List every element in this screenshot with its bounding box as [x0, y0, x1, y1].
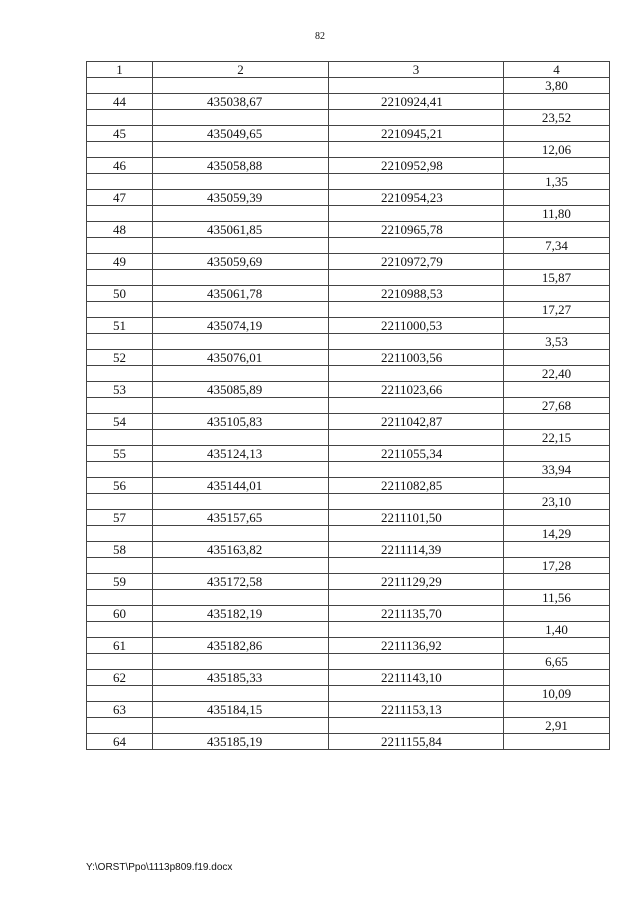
y-coordinate-cell: [329, 238, 504, 254]
x-coordinate-cell: 435038,67: [153, 94, 329, 110]
x-coordinate-cell: [153, 206, 329, 222]
table-row: [87, 542, 610, 558]
table-row: [87, 670, 610, 686]
distance-cell: 10,09: [504, 686, 610, 702]
distance-cell: [504, 254, 610, 270]
point-number-cell: [87, 78, 153, 94]
distance-cell: [504, 286, 610, 302]
x-coordinate-cell: 435059,39: [153, 190, 329, 206]
table-row: [87, 494, 610, 510]
point-number-cell: 64: [87, 734, 153, 750]
distance-cell: 1,35: [504, 174, 610, 190]
x-coordinate-cell: [153, 462, 329, 478]
x-coordinate-cell: 435182,19: [153, 606, 329, 622]
y-coordinate-cell: 2211000,53: [329, 318, 504, 334]
y-coordinate-cell: [329, 366, 504, 382]
distance-cell: 15,87: [504, 270, 610, 286]
y-coordinate-cell: 2210988,53: [329, 286, 504, 302]
y-coordinate-cell: 2210924,41: [329, 94, 504, 110]
point-number-cell: [87, 526, 153, 542]
point-number-cell: 51: [87, 318, 153, 334]
point-number-cell: 55: [87, 446, 153, 462]
point-number-cell: 60: [87, 606, 153, 622]
y-coordinate-cell: 2211003,56: [329, 350, 504, 366]
table-row: [87, 78, 610, 94]
table-row: [87, 638, 610, 654]
table-row: [87, 350, 610, 366]
header-col-4: 4: [504, 62, 610, 78]
distance-cell: 7,34: [504, 238, 610, 254]
table-row: [87, 302, 610, 318]
y-coordinate-cell: [329, 302, 504, 318]
table-row: [87, 462, 610, 478]
x-coordinate-cell: [153, 526, 329, 542]
x-coordinate-cell: [153, 302, 329, 318]
y-coordinate-cell: [329, 590, 504, 606]
table-row: [87, 414, 610, 430]
x-coordinate-cell: 435185,33: [153, 670, 329, 686]
distance-cell: 3,53: [504, 334, 610, 350]
header-col-3: 3: [329, 62, 504, 78]
table-row: [87, 558, 610, 574]
x-coordinate-cell: [153, 174, 329, 190]
footer-file-path: Y:\ORST\Ppo\1113p809.f19.docx: [86, 862, 233, 873]
table-row: [87, 222, 610, 238]
table-row: [87, 446, 610, 462]
y-coordinate-cell: 2210952,98: [329, 158, 504, 174]
y-coordinate-cell: 2211153,13: [329, 702, 504, 718]
y-coordinate-cell: [329, 334, 504, 350]
point-number-cell: 61: [87, 638, 153, 654]
distance-cell: [504, 94, 610, 110]
distance-cell: 17,27: [504, 302, 610, 318]
point-number-cell: [87, 590, 153, 606]
y-coordinate-cell: [329, 270, 504, 286]
x-coordinate-cell: 435124,13: [153, 446, 329, 462]
point-number-cell: 52: [87, 350, 153, 366]
table-row: [87, 142, 610, 158]
table-row: [87, 334, 610, 350]
table-row: [87, 718, 610, 734]
y-coordinate-cell: 2210954,23: [329, 190, 504, 206]
point-number-cell: 50: [87, 286, 153, 302]
point-number-cell: [87, 622, 153, 638]
table-row: [87, 206, 610, 222]
y-coordinate-cell: [329, 462, 504, 478]
x-coordinate-cell: 435144,01: [153, 478, 329, 494]
point-number-cell: 62: [87, 670, 153, 686]
distance-cell: [504, 606, 610, 622]
y-coordinate-cell: [329, 206, 504, 222]
page-number: 82: [315, 31, 325, 42]
distance-cell: 11,56: [504, 590, 610, 606]
distance-cell: 23,52: [504, 110, 610, 126]
x-coordinate-cell: 435157,65: [153, 510, 329, 526]
point-number-cell: 63: [87, 702, 153, 718]
table-row: [87, 398, 610, 414]
x-coordinate-cell: [153, 270, 329, 286]
distance-cell: [504, 670, 610, 686]
x-coordinate-cell: 435076,01: [153, 350, 329, 366]
x-coordinate-cell: [153, 78, 329, 94]
y-coordinate-cell: 2211023,66: [329, 382, 504, 398]
distance-cell: 12,06: [504, 142, 610, 158]
table-row: [87, 430, 610, 446]
y-coordinate-cell: 2211135,70: [329, 606, 504, 622]
table-row: [87, 622, 610, 638]
x-coordinate-cell: 435163,82: [153, 542, 329, 558]
x-coordinate-cell: 435074,19: [153, 318, 329, 334]
x-coordinate-cell: 435061,85: [153, 222, 329, 238]
y-coordinate-cell: [329, 622, 504, 638]
distance-cell: [504, 734, 610, 750]
distance-cell: [504, 478, 610, 494]
y-coordinate-cell: [329, 174, 504, 190]
distance-cell: [504, 446, 610, 462]
x-coordinate-cell: [153, 494, 329, 510]
x-coordinate-cell: [153, 142, 329, 158]
table-row: [87, 606, 610, 622]
point-number-cell: [87, 270, 153, 286]
point-number-cell: [87, 558, 153, 574]
point-number-cell: [87, 206, 153, 222]
y-coordinate-cell: 2211129,29: [329, 574, 504, 590]
distance-cell: [504, 158, 610, 174]
x-coordinate-cell: 435172,58: [153, 574, 329, 590]
x-coordinate-cell: 435085,89: [153, 382, 329, 398]
point-number-cell: 56: [87, 478, 153, 494]
y-coordinate-cell: [329, 718, 504, 734]
table-row: [87, 510, 610, 526]
y-coordinate-cell: [329, 142, 504, 158]
distance-cell: 14,29: [504, 526, 610, 542]
point-number-cell: [87, 110, 153, 126]
table-row: [87, 174, 610, 190]
point-number-cell: 57: [87, 510, 153, 526]
y-coordinate-cell: [329, 398, 504, 414]
distance-cell: [504, 318, 610, 334]
x-coordinate-cell: [153, 430, 329, 446]
header-col-1: 1: [87, 62, 153, 78]
distance-cell: [504, 414, 610, 430]
y-coordinate-cell: 2211136,92: [329, 638, 504, 654]
y-coordinate-cell: [329, 494, 504, 510]
distance-cell: 22,15: [504, 430, 610, 446]
y-coordinate-cell: 2211042,87: [329, 414, 504, 430]
x-coordinate-cell: [153, 654, 329, 670]
point-number-cell: [87, 142, 153, 158]
table-row: [87, 158, 610, 174]
distance-cell: [504, 190, 610, 206]
y-coordinate-cell: 2210945,21: [329, 126, 504, 142]
table-row: [87, 110, 610, 126]
point-number-cell: [87, 174, 153, 190]
point-number-cell: [87, 238, 153, 254]
x-coordinate-cell: [153, 398, 329, 414]
table-row: [87, 286, 610, 302]
table-row: [87, 238, 610, 254]
table-row: [87, 382, 610, 398]
table-row: [87, 654, 610, 670]
y-coordinate-cell: 2210965,78: [329, 222, 504, 238]
table-row: [87, 270, 610, 286]
distance-cell: 33,94: [504, 462, 610, 478]
point-number-cell: [87, 366, 153, 382]
point-number-cell: [87, 334, 153, 350]
distance-cell: 3,80: [504, 78, 610, 94]
point-number-cell: 53: [87, 382, 153, 398]
x-coordinate-cell: 435049,65: [153, 126, 329, 142]
distance-cell: [504, 702, 610, 718]
distance-cell: 27,68: [504, 398, 610, 414]
distance-cell: 6,65: [504, 654, 610, 670]
point-number-cell: 44: [87, 94, 153, 110]
y-coordinate-cell: 2210972,79: [329, 254, 504, 270]
y-coordinate-cell: 2211055,34: [329, 446, 504, 462]
distance-cell: [504, 510, 610, 526]
table-row: [87, 686, 610, 702]
x-coordinate-cell: 435061,78: [153, 286, 329, 302]
table-row: [87, 526, 610, 542]
point-number-cell: [87, 654, 153, 670]
x-coordinate-cell: 435184,15: [153, 702, 329, 718]
x-coordinate-cell: [153, 686, 329, 702]
distance-cell: 22,40: [504, 366, 610, 382]
x-coordinate-cell: [153, 622, 329, 638]
distance-cell: 1,40: [504, 622, 610, 638]
table-row: [87, 734, 610, 750]
table-header-row: [87, 62, 610, 78]
point-number-cell: [87, 398, 153, 414]
table-row: [87, 318, 610, 334]
x-coordinate-cell: [153, 590, 329, 606]
x-coordinate-cell: 435105,83: [153, 414, 329, 430]
y-coordinate-cell: [329, 654, 504, 670]
distance-cell: [504, 126, 610, 142]
point-number-cell: [87, 494, 153, 510]
x-coordinate-cell: 435185,19: [153, 734, 329, 750]
table-row: [87, 190, 610, 206]
table-row: [87, 94, 610, 110]
y-coordinate-cell: 2211143,10: [329, 670, 504, 686]
distance-cell: [504, 542, 610, 558]
distance-cell: 11,80: [504, 206, 610, 222]
point-number-cell: [87, 718, 153, 734]
x-coordinate-cell: 435182,86: [153, 638, 329, 654]
x-coordinate-cell: 435058,88: [153, 158, 329, 174]
distance-cell: 17,28: [504, 558, 610, 574]
y-coordinate-cell: [329, 430, 504, 446]
y-coordinate-cell: 2211155,84: [329, 734, 504, 750]
x-coordinate-cell: [153, 558, 329, 574]
distance-cell: 2,91: [504, 718, 610, 734]
table-row: [87, 574, 610, 590]
point-number-cell: [87, 462, 153, 478]
y-coordinate-cell: 2211082,85: [329, 478, 504, 494]
point-number-cell: 49: [87, 254, 153, 270]
point-number-cell: 54: [87, 414, 153, 430]
y-coordinate-cell: [329, 110, 504, 126]
distance-cell: [504, 638, 610, 654]
distance-cell: [504, 350, 610, 366]
x-coordinate-cell: [153, 366, 329, 382]
table-row: [87, 590, 610, 606]
point-number-cell: [87, 302, 153, 318]
x-coordinate-cell: [153, 334, 329, 350]
y-coordinate-cell: [329, 526, 504, 542]
point-number-cell: 47: [87, 190, 153, 206]
table-row: [87, 366, 610, 382]
distance-cell: 23,10: [504, 494, 610, 510]
point-number-cell: 59: [87, 574, 153, 590]
y-coordinate-cell: 2211114,39: [329, 542, 504, 558]
point-number-cell: 58: [87, 542, 153, 558]
point-number-cell: 45: [87, 126, 153, 142]
coordinates-table: [86, 61, 610, 750]
point-number-cell: 48: [87, 222, 153, 238]
point-number-cell: [87, 430, 153, 446]
y-coordinate-cell: [329, 78, 504, 94]
table-row: [87, 126, 610, 142]
distance-cell: [504, 222, 610, 238]
x-coordinate-cell: 435059,69: [153, 254, 329, 270]
header-col-2: 2: [153, 62, 329, 78]
table-row: [87, 478, 610, 494]
table-row: [87, 702, 610, 718]
x-coordinate-cell: [153, 238, 329, 254]
x-coordinate-cell: [153, 110, 329, 126]
point-number-cell: [87, 686, 153, 702]
y-coordinate-cell: [329, 686, 504, 702]
distance-cell: [504, 382, 610, 398]
distance-cell: [504, 574, 610, 590]
x-coordinate-cell: [153, 718, 329, 734]
y-coordinate-cell: 2211101,50: [329, 510, 504, 526]
table-row: [87, 254, 610, 270]
point-number-cell: 46: [87, 158, 153, 174]
y-coordinate-cell: [329, 558, 504, 574]
